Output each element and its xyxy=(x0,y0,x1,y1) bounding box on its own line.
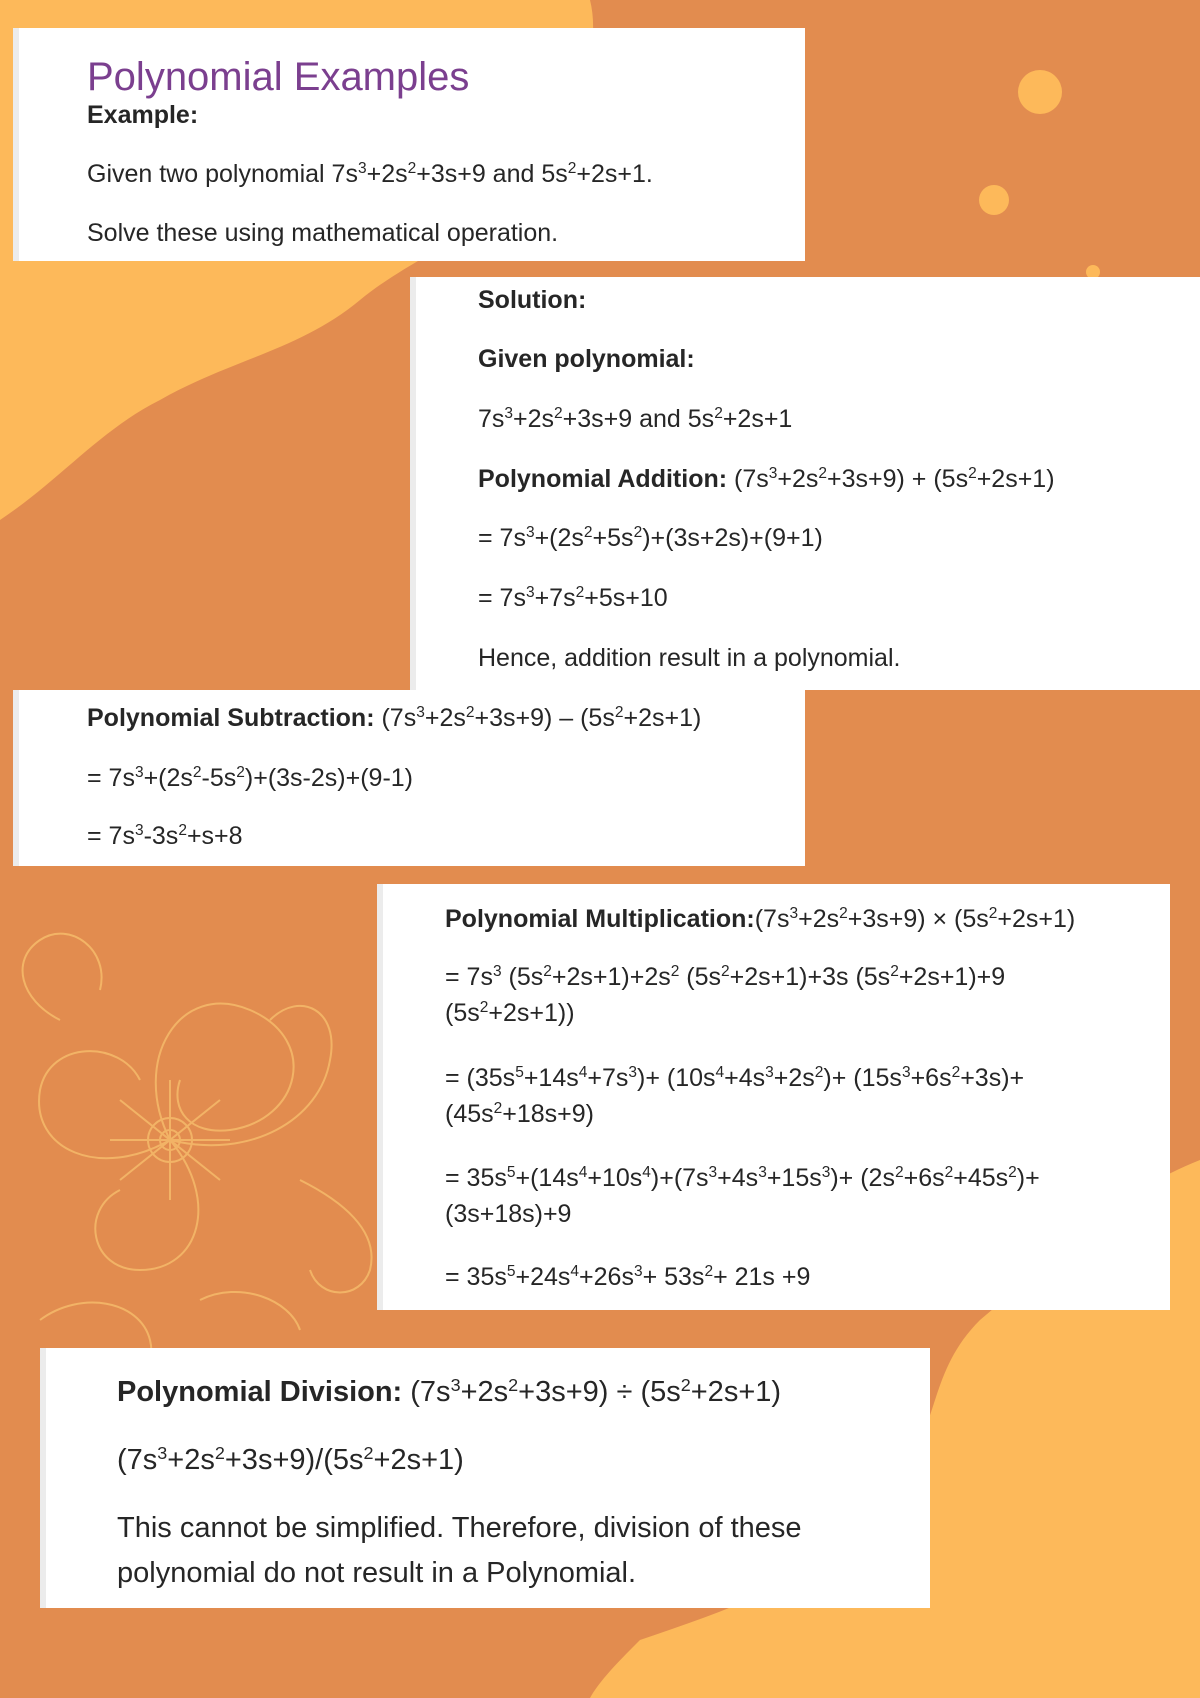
subtraction-heading xyxy=(87,703,701,733)
given-polynomial-label: Given polynomial: xyxy=(478,345,695,373)
multiplication-step-3: = $35s^5+(14s^4+10s^4)+(7s^3+4s^3+15s^3)+ (2s^2+6s^2+45s^2)+ (3s+18s)+9$ xyxy=(445,1164,1040,1228)
multiplication-expr: $(7s^3+2s^2+3s+9) \times (5s^2+2s+1)$ xyxy=(754,905,1076,933)
solution-card xyxy=(410,277,1200,690)
addition-step-2: = $7s^3+7s^2+5s+10$ xyxy=(478,584,668,612)
multiplication-heading xyxy=(445,904,1075,934)
division-expr: $(7s^3+2s^2+3s+9) \div (5s^2+2s+1)$ xyxy=(402,1375,782,1408)
division-conclusion: This cannot be simplified. Therefore, division of these polynomial do not result in a Polynomial. xyxy=(117,1512,802,1589)
example-card xyxy=(13,28,805,261)
instruction-line: Solve these using mathematical operation. xyxy=(87,219,559,247)
given-polynomials-line: Given two polynomial $7s^3+2s^2+3s+9$ and $5s^2+2s+1$. xyxy=(87,160,653,188)
division-heading xyxy=(117,1374,781,1410)
subtraction-label: Polynomial Subtraction: xyxy=(87,704,375,732)
multiplication-card xyxy=(377,884,1170,1310)
multiplication-step-2: = $(35s^5+14s^4+7s^3)+ (10s^4+4s^3+2s^2)+ (15s^3+6s^2+3s)+ (45s^2+18s+9)$ xyxy=(445,1064,1025,1128)
solution-label: Solution: xyxy=(478,286,587,314)
subtraction-expr: $(7s^3+2s^2+3s+9) - (5s^2+2s+1)$ xyxy=(374,704,702,732)
subtraction-step-2: = $7s^3-3s^2+s+8$ xyxy=(87,822,243,850)
addition-expr: $(7s^3+2s^2+3s+9) + (5s^2+2s+1)$ xyxy=(727,465,1055,493)
addition-conclusion: Hence, addition result in a polynomial. xyxy=(478,644,901,672)
addition-step-1: = $7s^3+(2s^2+5s^2)+(3s+2s)+(9+1)$ xyxy=(478,524,823,552)
example-label: Example: xyxy=(87,101,199,129)
bubble-icon xyxy=(979,185,1009,215)
multiplication-step-1: = $7s^3$ $(5s^2+2s+1)+2s^2$ $(5s^2+2s+1)+3s$ $(5s^2+2s+1)+9$ $(5s^2+2s+1)$) xyxy=(445,963,1006,1027)
multiplication-label: Polynomial Multiplication: xyxy=(445,905,755,933)
division-label: Polynomial Division: xyxy=(117,1376,403,1408)
given-polynomial-expr: $7s^3+2s^2+3s+9$ and $5s^2+2s+1$ xyxy=(478,405,793,433)
addition-heading xyxy=(478,464,1055,494)
page-title: Polynomial Examples xyxy=(87,55,470,99)
subtraction-card xyxy=(13,690,805,866)
division-fraction: $(7s^3+2s^2+3s+9)/(5s^2+2s+1)$ xyxy=(117,1443,464,1476)
bubble-icon xyxy=(1018,70,1062,114)
multiplication-step-4: = $35s^5+24s^4+26s^3+ 53s^2+ 21s +9$ xyxy=(445,1263,811,1291)
subtraction-step-1: = $7s^3+(2s^2-5s^2)+(3s-2s)+(9-1)$ xyxy=(87,764,413,792)
addition-label: Polynomial Addition: xyxy=(478,465,728,493)
division-card xyxy=(40,1348,930,1608)
